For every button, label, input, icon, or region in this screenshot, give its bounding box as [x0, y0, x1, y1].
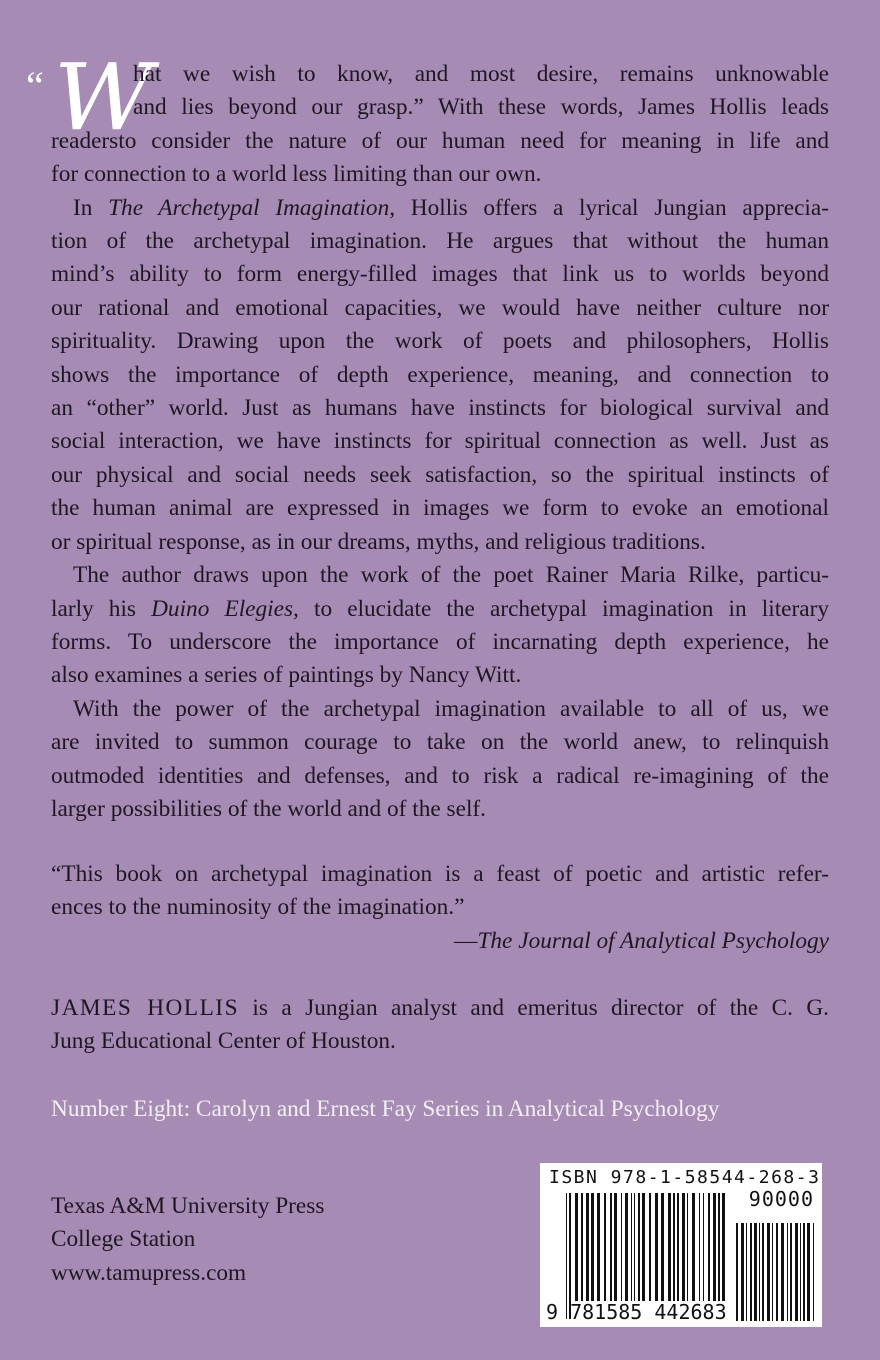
review-source: The Journal of Analytical Psychology — [477, 927, 829, 954]
bio-line — [51, 992, 829, 1025]
barcode-bar — [692, 1193, 695, 1301]
barcode-bar — [614, 1193, 617, 1301]
text-segment: are invited to summon courage to take on the world anew, to relinquish — [51, 729, 829, 756]
barcode-bar — [631, 1193, 632, 1301]
text-line — [51, 258, 829, 291]
paragraph — [51, 693, 829, 827]
publisher-website[interactable]: www.tamupress.com — [51, 1259, 247, 1286]
barcode-bar — [787, 1223, 788, 1321]
barcode-bar — [699, 1193, 700, 1301]
text-segment: our rational and emotional capacities, we would have neither culture nor — [51, 294, 829, 321]
ean-number: 9 781585 442683 — [546, 1300, 727, 1324]
author-name: JAMES HOLLIS — [51, 995, 240, 1021]
text-line — [51, 58, 829, 91]
text-segment: larly his — [51, 595, 152, 622]
text-segment: to elucidate the archetypal imagination in literary — [298, 595, 830, 622]
barcode-bar — [591, 1193, 594, 1301]
text-segment: for connection to a world less limiting than our own. — [51, 161, 542, 188]
bio-text: is a Jungian analyst and emeritus director of the C. G. — [239, 995, 829, 1021]
price-addon-code: 90000 — [748, 1187, 814, 1211]
text-line — [51, 425, 829, 458]
barcode-bar — [807, 1223, 810, 1321]
review-attribution — [51, 925, 829, 958]
publisher-city: College Station — [51, 1226, 196, 1253]
text-segment: also examines a series of paintings by Nancy Witt. — [51, 662, 522, 689]
book-title: The Archetypal Imagination, — [108, 194, 396, 221]
author-bio — [51, 992, 829, 1059]
text-line — [51, 225, 829, 258]
barcode-bar — [772, 1223, 773, 1321]
barcode-bar — [803, 1223, 805, 1321]
paragraph — [51, 559, 829, 693]
barcode-bar — [642, 1193, 645, 1301]
paragraph — [51, 58, 829, 192]
text-line — [51, 492, 829, 525]
text-segment: forms. To underscore the importance of incarnating depth experience, he — [51, 628, 829, 655]
series-note — [51, 1093, 829, 1126]
text-segment: hat we wish to know, and most desire, remains unknowable — [133, 61, 829, 87]
barcode-bar — [682, 1193, 685, 1301]
text-line — [51, 726, 829, 759]
text-segment: The author draws upon the work of the poet Rainer Maria Rilke, particu- — [73, 562, 829, 589]
text-segment: the human animal are expressed in images we form to evoke an emotional — [51, 495, 829, 522]
barcode-bar — [586, 1193, 589, 1301]
text-line — [51, 559, 829, 592]
text-line — [51, 359, 829, 392]
text-line — [51, 325, 829, 358]
text-line — [51, 659, 829, 692]
text-line — [51, 459, 829, 492]
text-segment: outmoded identities and defenses, and to risk a radical re-imagining of the — [51, 762, 829, 789]
barcode-bar — [713, 1193, 716, 1301]
text-line — [51, 91, 829, 124]
barcode-bar — [597, 1193, 600, 1301]
text-segment: social interaction, we have instincts for spiritual connection as well. Just as — [51, 428, 829, 455]
text-segment: an “other” world. Just as humans have instincts for biological survival and — [51, 395, 829, 422]
bio-line: Jung Educational Center of Houston. — [51, 1028, 396, 1055]
barcode-bar — [677, 1193, 679, 1301]
barcode-bar — [625, 1193, 628, 1301]
text-segment: larger possibilities of the world and of the self. — [51, 795, 486, 822]
text-segment: With the power of the archetypal imagination available to all of us, we — [73, 695, 829, 722]
paragraph — [51, 192, 829, 559]
barcode-bar — [795, 1223, 798, 1321]
attribution-dash: — — [454, 927, 478, 954]
text-segment: and lies beyond our grasp.” With these words, James Hollis leads — [133, 94, 829, 121]
barcode-bar — [759, 1223, 760, 1321]
text-line — [51, 593, 829, 626]
barcode-bar — [790, 1223, 792, 1321]
text-segment: spirituality. Drawing upon the work of poets and philosophers, Hollis — [51, 328, 829, 355]
text-line — [51, 158, 829, 191]
barcode-bar — [673, 1193, 675, 1301]
barcode-bar — [781, 1223, 784, 1321]
text-line — [51, 125, 829, 158]
barcode-bar — [722, 1193, 725, 1301]
review-quote — [51, 858, 829, 958]
series-text: Number Eight: Carolyn and Ernest Fay Series in Analytical Psychology — [51, 1096, 720, 1122]
text-segment: In — [73, 194, 109, 221]
description-text — [51, 58, 829, 826]
barcode-bar — [621, 1193, 622, 1301]
barcode-bar — [813, 1223, 814, 1321]
barcode-bar — [762, 1223, 764, 1321]
barcode-bar — [754, 1223, 757, 1321]
review-line: “This book on archetypal imagination is a feast of poetic and artistic refer- — [51, 861, 829, 887]
text-line — [51, 760, 829, 793]
barcode-bar — [708, 1193, 710, 1301]
barcode-bar — [776, 1223, 778, 1321]
barcode-bar — [718, 1193, 720, 1301]
text-segment: or spiritual response, as in our dreams, myths, and religious traditions. — [51, 528, 706, 555]
text-segment: mind’s ability to form energy-filled images that link us to worlds beyond — [51, 261, 829, 288]
review-line: ences to the numinosity of the imagination.” — [51, 894, 465, 921]
barcode-bar — [736, 1223, 738, 1321]
text-line — [51, 392, 829, 425]
text-segment: our physical and social needs seek satisfaction, so the spiritual instincts of — [51, 461, 829, 488]
text-line — [51, 192, 829, 225]
barcode-bar — [581, 1193, 583, 1301]
text-line — [51, 526, 829, 559]
barcode-bar — [638, 1193, 640, 1301]
text-line — [51, 292, 829, 325]
barcode-bar — [575, 1193, 578, 1301]
text-segment: shows the importance of depth experience, meaning, and connection to — [51, 361, 829, 388]
barcode-bar — [661, 1193, 664, 1301]
barcode-bar — [649, 1193, 651, 1301]
barcode-bar — [741, 1223, 744, 1321]
publisher-name: Texas A&M University Press — [51, 1193, 325, 1219]
barcode-bar — [750, 1223, 752, 1321]
barcode-bar — [767, 1223, 770, 1321]
text-line — [51, 793, 829, 826]
barcode-bar — [604, 1193, 606, 1301]
dropcap-quote-mark: “ — [26, 63, 44, 108]
text-segment: readersto consider the nature of our human need for meaning in life and — [51, 127, 829, 154]
barcode-bar — [800, 1223, 801, 1321]
barcode-bar — [703, 1193, 704, 1301]
text-line — [51, 693, 829, 726]
isbn-barcode — [540, 1163, 822, 1327]
barcode-bar — [687, 1193, 688, 1301]
barcode-bar — [610, 1193, 612, 1301]
text-segment: tion of the archetypal imagination. He argues that without the human — [51, 228, 829, 255]
dropcap-letter: W — [53, 44, 153, 151]
barcode-bar — [634, 1193, 635, 1301]
text-line — [51, 626, 829, 659]
barcode-bar — [655, 1193, 658, 1301]
book-title: Duino Elegies, — [151, 595, 299, 622]
text-segment: Hollis offers a lyrical Jungian apprecia- — [395, 194, 830, 221]
barcode-bar — [668, 1193, 671, 1301]
isbn-label: ISBN 978-1-58544-268-3 — [549, 1167, 821, 1188]
barcode-bar — [746, 1223, 747, 1321]
